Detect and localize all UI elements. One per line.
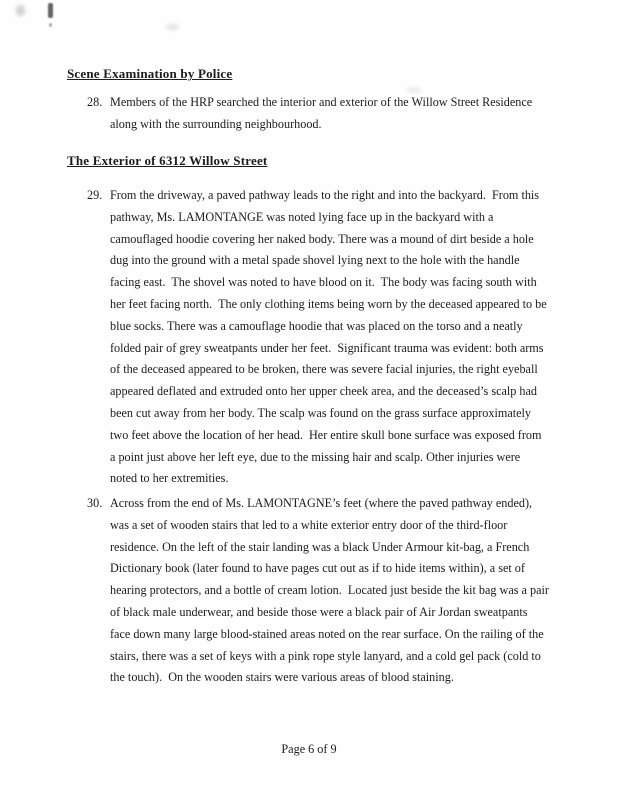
paragraph-28 [87,92,617,136]
text-line: Across from the end of Ms. LAMONTAGNE’s feet (where the paved pathway ended), [110,496,533,510]
paragraph-29 [87,185,617,490]
text-line: face down many large blood-stained areas noted on the rear surface. On the railing of the [110,626,544,641]
section-heading-scene-examination: Scene Examination by Police [67,66,233,81]
text-line: appeared deflated and extruded onto her upper cheek area, and the deceased’s scalp had [110,384,538,399]
text-line: of the deceased appeared to be broken, there was severe facial injuries, the right eyeball [110,362,538,377]
paragraph-text [110,493,617,689]
text-line: noted to her extremities. [110,471,229,486]
text-line: folded pair of grey sweatpants under her feet. Significant trauma was evident: both arms [110,340,544,355]
scan-artifact-mark [48,3,53,18]
text-line: residence. On the left of the stair landing was a black Under Armour kit-bag, a French [110,539,530,554]
text-line: pathway, Ms. LAMONTANGE was noted lying face up in the backyard with a [110,209,494,224]
text-line: hearing protectors, and a bottle of cream lotion. Located just beside the kit bag was a pair [110,583,549,598]
scan-artifact-smudge [16,5,25,16]
text-line: been cut away from her body. The scalp was found on the grass surface approximately [110,405,532,420]
scan-artifact-smudge [166,24,179,30]
text-line: the touch). On the wooden stairs were various areas of blood staining. [110,670,454,685]
text-line: Dictionary book (later found to have pages cut out as if to hide items within), a set of [110,561,525,576]
text-line: her feet facing north. The only clothing items being worn by the deceased appeared to be [110,296,547,311]
text-line: two feet above the location of her head. Her entire skull bone surface was exposed from [110,427,542,442]
paragraph-number: 28. [87,95,103,109]
text-line: From the driveway, a paved pathway leads to the right and into the backyard. From this [110,188,540,202]
text-line: dug into the ground with a metal spade shovel lying next to the hole with the handle [110,253,520,268]
paragraph-text [110,185,617,490]
text-line: blue socks. There was a camouflage hoodie that was placed on the torso and a neatly [110,318,523,333]
paragraph-30 [87,493,617,689]
text-line: stairs, there was a set of keys with a pink rope style lanyard, and a cold gel pack (cold to [110,648,541,663]
paragraph-text [110,92,617,136]
text-line: Members of the HRP searched the interior and exterior of the Willow Street Residence [110,95,533,109]
text-line: along with the surrounding neighbourhood. [110,116,322,131]
paragraph-number: 29. [87,188,103,202]
page-footer: Page 6 of 9 [281,742,337,756]
paragraph-number: 30. [87,496,103,510]
scan-artifact-dot [49,23,52,27]
text-line: a point just above her left eye, due to the missing hair and scalp. Other injuries were [110,449,521,464]
text-line: facing east. The shovel was noted to have blood on it. The body was facing south with [110,275,537,290]
text-line: camouflaged hoodie covering her naked body. There was a mound of dirt beside a hole [110,231,534,246]
text-line: was a set of wooden stairs that led to a white exterior entry door of the third-floor [110,517,508,532]
text-line: of black male underwear, and beside those were a black pair of Air Jordan sweatpants [110,604,528,619]
section-heading-exterior-willow-street: The Exterior of 6312 Willow Street [67,153,268,168]
